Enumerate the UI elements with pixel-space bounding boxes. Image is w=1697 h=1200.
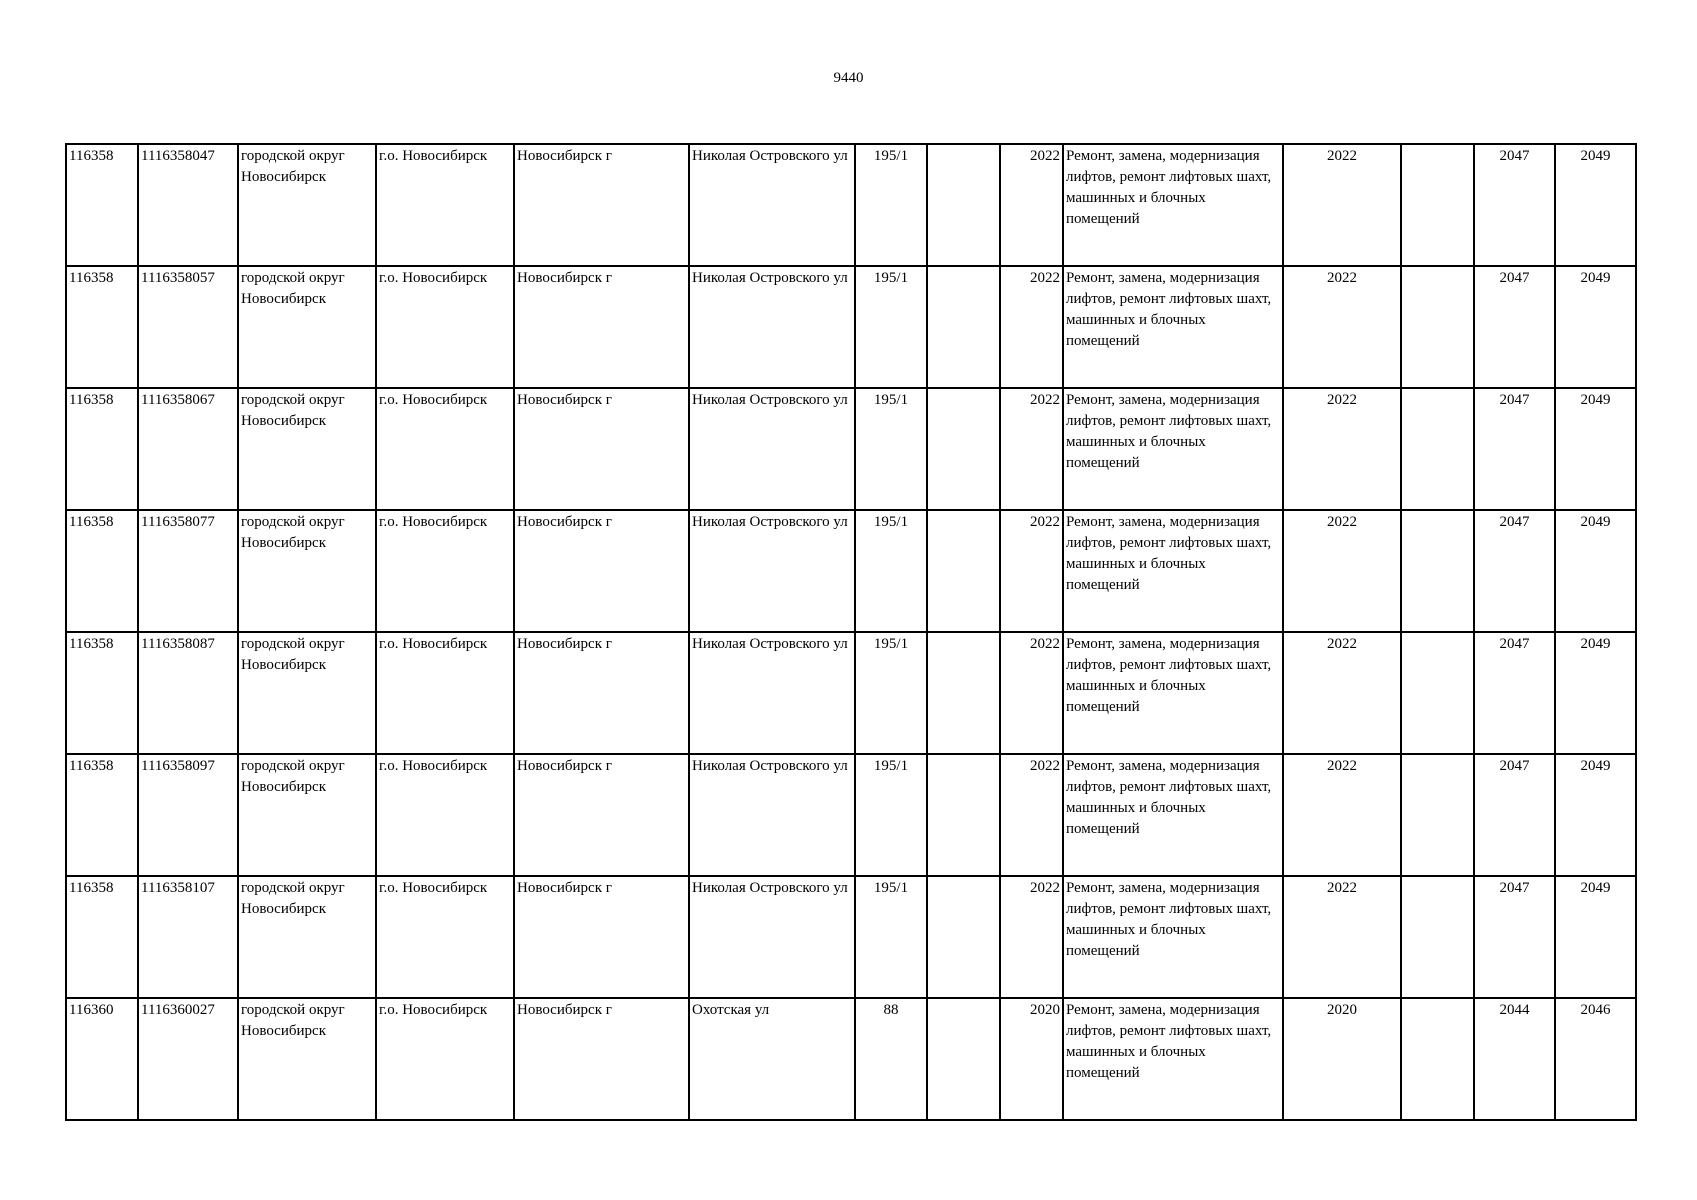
cell-next-year: 2047 <box>1474 754 1555 876</box>
cell-empty <box>1401 388 1474 510</box>
cell-work-year: 2022 <box>1283 876 1401 998</box>
cell-district: г.о. Новосибирск <box>376 632 514 754</box>
cell-street: Охотская ул <box>689 998 855 1120</box>
cell-empty <box>1401 998 1474 1120</box>
cell-work-type: Ремонт, замена, модернизация лифтов, ремонт лифтовых шахт, машинных и блочных помещений <box>1063 266 1283 388</box>
cell-work-type: Ремонт, замена, модернизация лифтов, ремонт лифтовых шахт, машинных и блочных помещений <box>1063 754 1283 876</box>
cell-municipality: городской округ Новосибирск <box>238 266 376 388</box>
cell-year: 2022 <box>1000 144 1063 266</box>
cell-empty <box>927 876 1000 998</box>
cell-work-type: Ремонт, замена, модернизация лифтов, ремонт лифтовых шахт, машинных и блочных помещений <box>1063 998 1283 1120</box>
cell-next-year: 2047 <box>1474 632 1555 754</box>
table-row <box>66 144 1636 266</box>
cell-city: Новосибирск г <box>514 144 689 266</box>
table-row <box>66 754 1636 876</box>
cell-element-id: 1116358097 <box>138 754 238 876</box>
cell-house: 195/1 <box>855 266 927 388</box>
cell-empty <box>927 632 1000 754</box>
cell-empty <box>927 754 1000 876</box>
cell-work-year: 2020 <box>1283 998 1401 1120</box>
table-row <box>66 388 1636 510</box>
cell-object-id: 116358 <box>66 632 138 754</box>
cell-work-type: Ремонт, замена, модернизация лифтов, ремонт лифтовых шахт, машинных и блочных помещений <box>1063 144 1283 266</box>
cell-object-id: 116360 <box>66 998 138 1120</box>
cell-final-year: 2049 <box>1555 388 1636 510</box>
cell-municipality: городской округ Новосибирск <box>238 388 376 510</box>
cell-house: 195/1 <box>855 144 927 266</box>
cell-street: Николая Островского ул <box>689 388 855 510</box>
cell-municipality: городской округ Новосибирск <box>238 144 376 266</box>
cell-city: Новосибирск г <box>514 754 689 876</box>
cell-empty <box>1401 876 1474 998</box>
cell-city: Новосибирск г <box>514 510 689 632</box>
cell-house: 195/1 <box>855 754 927 876</box>
cell-work-year: 2022 <box>1283 510 1401 632</box>
table-row <box>66 876 1636 998</box>
cell-empty <box>1401 510 1474 632</box>
cell-municipality: городской округ Новосибирск <box>238 998 376 1120</box>
cell-next-year: 2047 <box>1474 266 1555 388</box>
cell-element-id: 1116358077 <box>138 510 238 632</box>
cell-city: Новосибирск г <box>514 876 689 998</box>
cell-object-id: 116358 <box>66 266 138 388</box>
cell-district: г.о. Новосибирск <box>376 144 514 266</box>
cell-city: Новосибирск г <box>514 388 689 510</box>
cell-empty <box>927 388 1000 510</box>
cell-municipality: городской округ Новосибирск <box>238 632 376 754</box>
cell-year: 2022 <box>1000 510 1063 632</box>
table-row <box>66 510 1636 632</box>
cell-city: Новосибирск г <box>514 632 689 754</box>
cell-element-id: 1116360027 <box>138 998 238 1120</box>
cell-next-year: 2047 <box>1474 144 1555 266</box>
cell-house: 195/1 <box>855 632 927 754</box>
cell-district: г.о. Новосибирск <box>376 388 514 510</box>
cell-municipality: городской округ Новосибирск <box>238 510 376 632</box>
cell-next-year: 2044 <box>1474 998 1555 1120</box>
table-row <box>66 266 1636 388</box>
cell-house: 195/1 <box>855 876 927 998</box>
cell-empty <box>927 510 1000 632</box>
cell-object-id: 116358 <box>66 754 138 876</box>
cell-district: г.о. Новосибирск <box>376 876 514 998</box>
table-row <box>66 632 1636 754</box>
page-number: 9440 <box>833 70 864 86</box>
cell-year: 2020 <box>1000 998 1063 1120</box>
cell-work-type: Ремонт, замена, модернизация лифтов, ремонт лифтовых шахт, машинных и блочных помещений <box>1063 632 1283 754</box>
cell-street: Николая Островского ул <box>689 144 855 266</box>
cell-object-id: 116358 <box>66 876 138 998</box>
cell-street: Николая Островского ул <box>689 510 855 632</box>
cell-municipality: городской округ Новосибирск <box>238 754 376 876</box>
cell-empty <box>1401 266 1474 388</box>
cell-empty <box>927 998 1000 1120</box>
cell-next-year: 2047 <box>1474 510 1555 632</box>
cell-object-id: 116358 <box>66 388 138 510</box>
cell-district: г.о. Новосибирск <box>376 998 514 1120</box>
cell-next-year: 2047 <box>1474 876 1555 998</box>
cell-year: 2022 <box>1000 388 1063 510</box>
cell-empty <box>1401 754 1474 876</box>
cell-element-id: 1116358057 <box>138 266 238 388</box>
cell-street: Николая Островского ул <box>689 876 855 998</box>
cell-work-year: 2022 <box>1283 754 1401 876</box>
registry-table <box>65 143 1637 1121</box>
cell-city: Новосибирск г <box>514 998 689 1120</box>
cell-final-year: 2049 <box>1555 876 1636 998</box>
cell-empty <box>927 266 1000 388</box>
cell-final-year: 2049 <box>1555 632 1636 754</box>
cell-final-year: 2049 <box>1555 266 1636 388</box>
cell-object-id: 116358 <box>66 144 138 266</box>
cell-empty <box>927 144 1000 266</box>
cell-district: г.о. Новосибирск <box>376 266 514 388</box>
cell-work-year: 2022 <box>1283 632 1401 754</box>
cell-empty <box>1401 144 1474 266</box>
cell-work-year: 2022 <box>1283 266 1401 388</box>
table-row <box>66 998 1636 1120</box>
cell-element-id: 1116358047 <box>138 144 238 266</box>
cell-house: 88 <box>855 998 927 1120</box>
cell-work-type: Ремонт, замена, модернизация лифтов, ремонт лифтовых шахт, машинных и блочных помещений <box>1063 388 1283 510</box>
cell-empty <box>1401 632 1474 754</box>
cell-house: 195/1 <box>855 388 927 510</box>
cell-district: г.о. Новосибирск <box>376 510 514 632</box>
cell-house: 195/1 <box>855 510 927 632</box>
cell-element-id: 1116358087 <box>138 632 238 754</box>
cell-final-year: 2046 <box>1555 998 1636 1120</box>
cell-element-id: 1116358067 <box>138 388 238 510</box>
cell-work-year: 2022 <box>1283 388 1401 510</box>
cell-municipality: городской округ Новосибирск <box>238 876 376 998</box>
cell-street: Николая Островского ул <box>689 266 855 388</box>
cell-year: 2022 <box>1000 754 1063 876</box>
cell-element-id: 1116358107 <box>138 876 238 998</box>
cell-object-id: 116358 <box>66 510 138 632</box>
cell-city: Новосибирск г <box>514 266 689 388</box>
cell-district: г.о. Новосибирск <box>376 754 514 876</box>
cell-street: Николая Островского ул <box>689 632 855 754</box>
cell-final-year: 2049 <box>1555 144 1636 266</box>
cell-next-year: 2047 <box>1474 388 1555 510</box>
cell-work-type: Ремонт, замена, модернизация лифтов, ремонт лифтовых шахт, машинных и блочных помещений <box>1063 876 1283 998</box>
cell-year: 2022 <box>1000 266 1063 388</box>
cell-work-year: 2022 <box>1283 144 1401 266</box>
cell-street: Николая Островского ул <box>689 754 855 876</box>
cell-year: 2022 <box>1000 632 1063 754</box>
cell-year: 2022 <box>1000 876 1063 998</box>
cell-final-year: 2049 <box>1555 754 1636 876</box>
cell-final-year: 2049 <box>1555 510 1636 632</box>
cell-work-type: Ремонт, замена, модернизация лифтов, ремонт лифтовых шахт, машинных и блочных помещений <box>1063 510 1283 632</box>
